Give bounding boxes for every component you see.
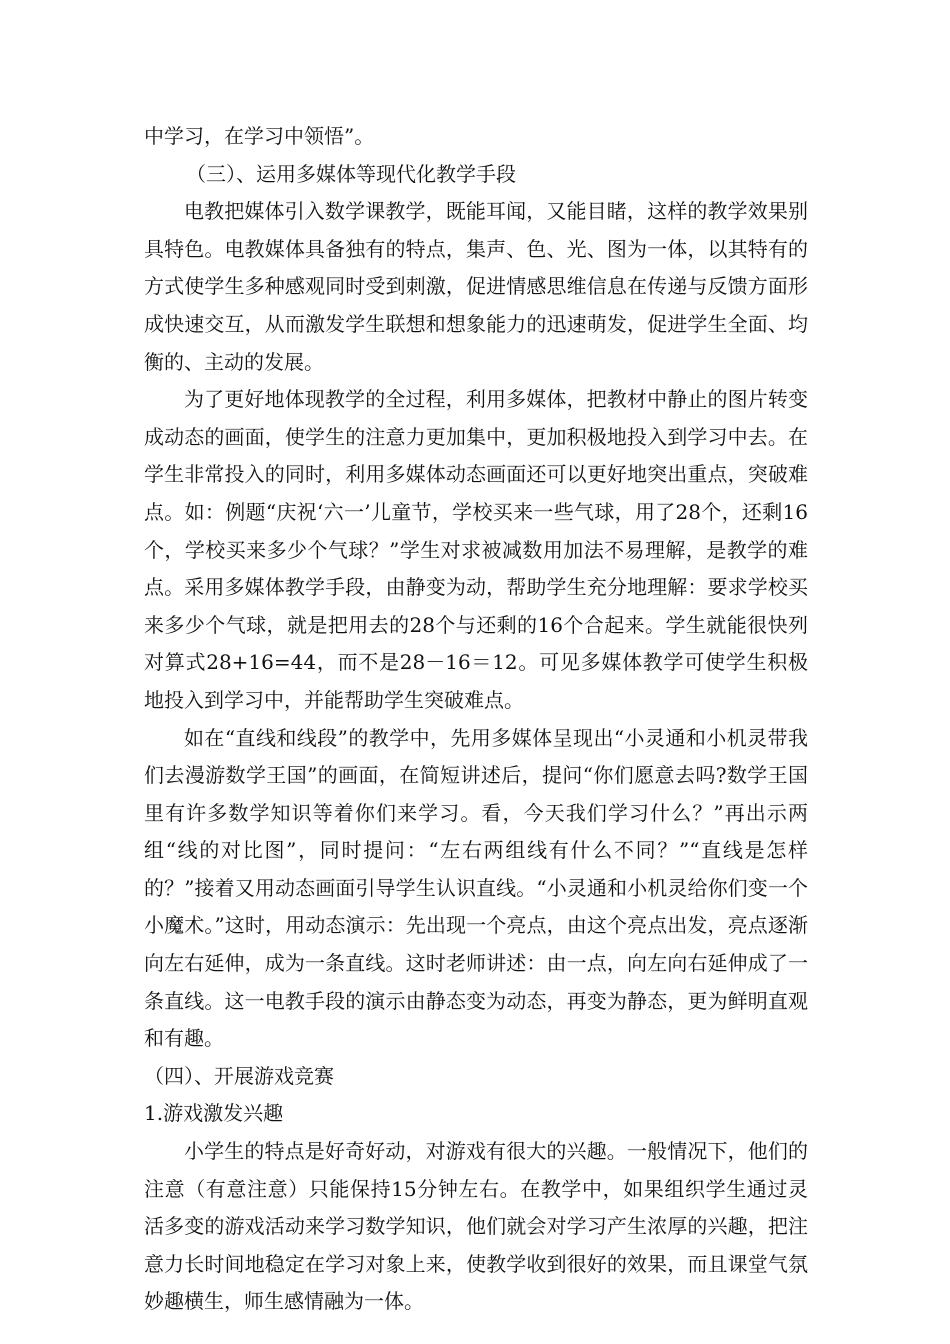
section-heading-four: （四）、开展游戏竞赛 — [144, 1063, 334, 1088]
paragraph-multimedia-intro: 电教把媒体引入数学课教学，既能耳闻，又能目睹，这样的教学效果别具特色。电教媒体具备独有的特点，集声、色、光、图为一体，以其特有的方式使学生多种感观同时受到刺激，促进情感思维信息在传递与反馈方面形成快速交互，从而激发学生联想和想象能力的迅速萌发，促进学生全面、均衡的、主动的发展。 — [144, 199, 808, 374]
paragraph-multimedia-example: 为了更好地体现教学的全过程，利用多媒体，把教材中静止的图片转变成动态的画面，使学生的注意力更加集中，更加积极地投入到学习中去。在学生非常投入的同时，利用多媒体动态画面还可以更好地突出重点，突破难点。如：例题“庆祝‘六一’儿童节，学校买来一些气球，用了28个，还剩16个，学校买来多少个气球？”学生对求被减数用加法不易理解，是教学的难点。采用多媒体教学手段，由静变为动，帮助学生充分地理解：要求学校买来多少个气球，就是把用去的28个与还剩的16个合起来。学生就能很快列对算式28+16=44，而不是28－16＝12。可见多媒体教学可使学生积极地投入到学习中，并能帮助学生突破难点。 — [144, 387, 808, 712]
paragraph-games-interest: 小学生的特点是好奇好动，对游戏有很大的兴趣。一般情况下，他们的注意（有意注意）只能保持15分钟左右。在教学中，如果组织学生通过灵活多变的游戏活动来学习数学知识，他们就会对学习产生浓厚的兴趣，把注意力长时间地稳定在学习对象上来，使教学收到很好的效果，而且课堂气氛妙趣横生，师生感情融为一体。 — [144, 1139, 808, 1314]
paragraph-continuation: 中学习，在学习中领悟”。 — [144, 124, 375, 148]
subheading-games-interest: 1.游戏激发兴趣 — [144, 1101, 284, 1126]
section-heading-three: （三）、运用多媒体等现代化教学手段 — [186, 161, 516, 186]
document-body — [144, 118, 808, 1321]
paragraph-line-segment-example: 如在“直线和线段”的教学中，先用多媒体呈现出“小灵通和小机灵带我们去漫游数学王国”的画面，在简短讲述后，提问“你们愿意去吗?数学王国里有许多数学知识等着你们来学习。看，今天我们学习什么？”再出示两组“线的对比图”，同时提问：“左右两组线有什么不同？”“直线是怎样的？”接着又用动态画面引导学生认识直线。“小灵通和小机灵给你们变一个小魔术。”这时，用动态演示：先出现一个亮点，由这个亮点出发，亮点逐渐向左右延伸，成为一条直线。这时老师讲述：由一点，向左向右延伸成了一条直线。这一电教手段的演示由静态变为动态，再变为静态，更为鲜明直观和有趣。 — [144, 725, 808, 1051]
